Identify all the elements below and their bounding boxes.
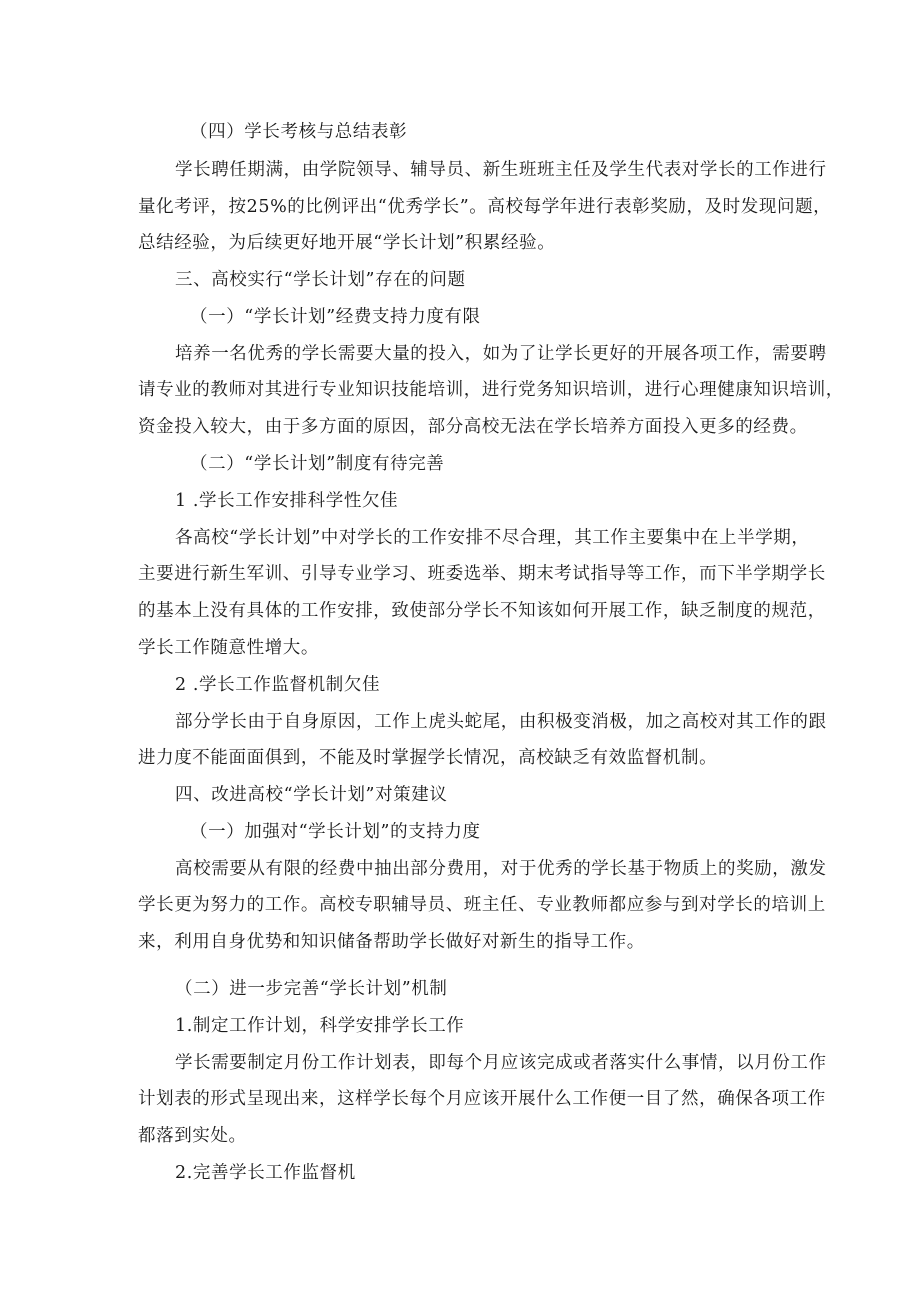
- paragraph-line: 都落到实处。: [138, 1126, 247, 1146]
- paragraph-line: 总结经验，为后续更好地开展“学长计划”积累经验。: [138, 233, 556, 253]
- section-heading-suggestions: 四、改进高校“学长计划”对策建议: [175, 785, 448, 805]
- item-heading: 1.制定工作计划，科学安排学长工作: [175, 1016, 465, 1036]
- subheading-support: （一）加强对“学长计划”的支持力度: [190, 822, 481, 842]
- paragraph-line: 请专业的教师对其进行专业知识技能培训，进行党务知识培训，进行心理健康知识培训，: [138, 380, 844, 400]
- paragraph-line: 学长聘任期满，由学院领导、辅导员、新生班班主任及学生代表对学长的工作进行: [175, 160, 827, 180]
- paragraph-line: 学长更为努力的工作。高校专职辅导员、班主任、专业教师都应参与到对学长的培训上: [138, 895, 826, 915]
- paragraph-line: 主要进行新生军训、引导专业学习、班委选举、期末考试指导等工作，而下半学期学长: [138, 564, 826, 584]
- section-heading-problems: 三、高校实行“学长计划”存在的问题: [175, 270, 466, 290]
- paragraph-line: 进力度不能面面俱到，不能及时掌握学长情况，高校缺乏有效监督机制。: [138, 748, 718, 768]
- heading-assessment: （四）学长考核与总结表彰: [190, 122, 408, 142]
- paragraph-line: 培养一名优秀的学长需要大量的投入，如为了让学长更好的开展各项工作，需要聘: [175, 344, 827, 364]
- item-heading: 2.完善学长工作监督机: [175, 1163, 356, 1183]
- paragraph-line: 高校需要从有限的经费中抽出部分费用，对于优秀的学长基于物质上的奖励，激发: [175, 859, 827, 879]
- paragraph-line: 计划表的形式呈现出来，这样学长每个月应该开展什么工作便一目了然，确保各项工作: [138, 1089, 826, 1109]
- paragraph-line: 部分学长由于自身原因，工作上虎头蛇尾，由积极变消极，加之高校对其工作的跟: [175, 712, 827, 732]
- subheading-funding: （一）“学长计划”经费支持力度有限: [190, 307, 481, 327]
- subheading-system: （二）“学长计划”制度有待完善: [190, 454, 445, 474]
- paragraph-line: 各高校“学长计划”中对学长的工作安排不尽合理，其工作主要集中在上半学期，: [175, 528, 810, 548]
- paragraph-line: 来，利用自身优势和知识储备帮助学长做好对新生的指导工作。: [138, 932, 645, 952]
- paragraph-line: 量化考评，按25%的比例评出“优秀学长”。高校每学年进行表彰奖励，及时发现问题，: [138, 197, 832, 217]
- item-heading: 2 .学长工作监督机制欠佳: [175, 675, 381, 695]
- item-heading: 1 .学长工作安排科学性欠佳: [175, 491, 399, 511]
- paragraph-line: 学长需要制定月份工作计划表，即每个月应该完成或者落实什么事情，以月份工作: [175, 1053, 827, 1073]
- paragraph-line: 资金投入较大，由于多方面的原因，部分高校无法在学长培养方面投入更多的经费。: [138, 417, 808, 437]
- paragraph-line: 学长工作随意性增大。: [138, 638, 319, 658]
- subheading-mechanism: （二）进一步完善“学长计划”机制: [175, 979, 448, 999]
- paragraph-line: 的基本上没有具体的工作安排，致使部分学长不知该如何开展工作，缺乏制度的规范，: [138, 601, 826, 621]
